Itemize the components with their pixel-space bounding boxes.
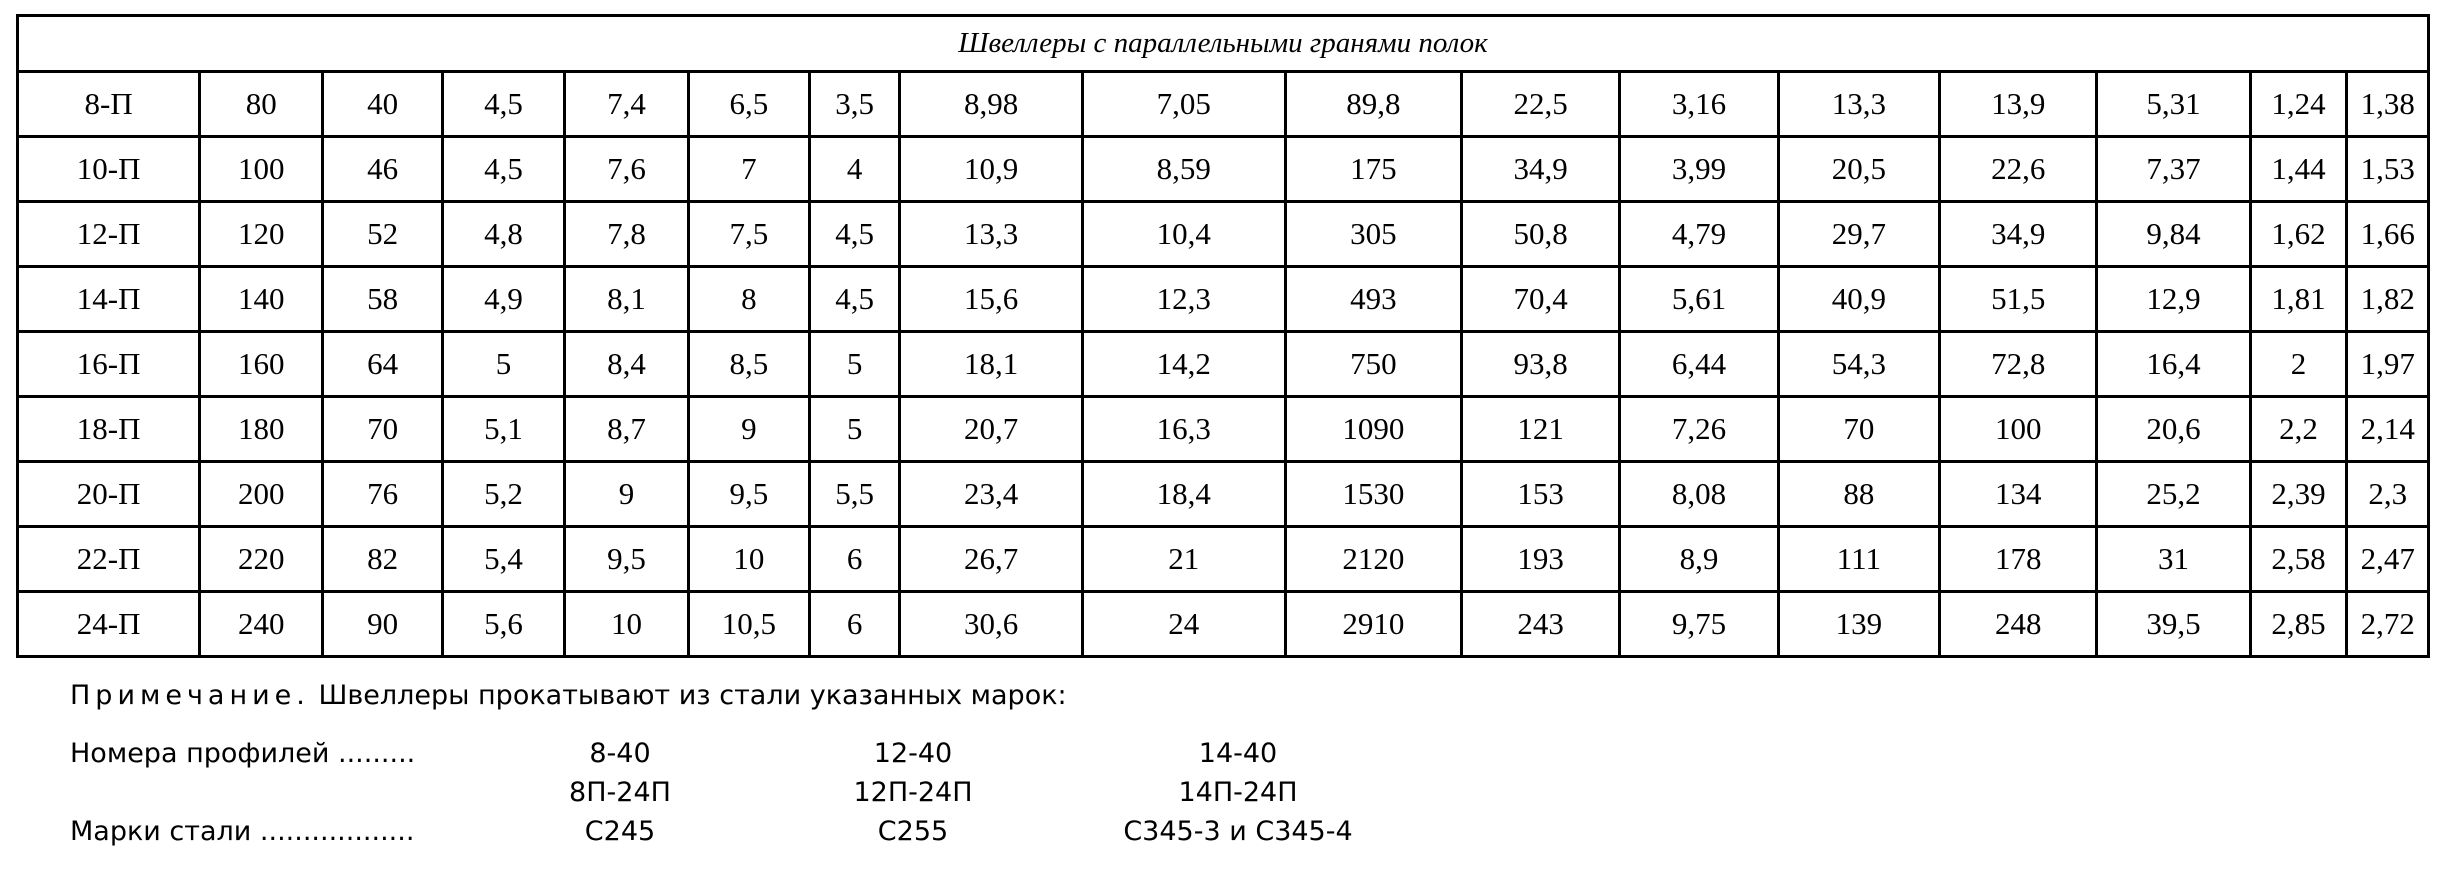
table-cell: 72,8 <box>1940 332 2097 397</box>
table-cell: 175 <box>1285 137 1461 202</box>
table-cell: 26,7 <box>900 527 1082 592</box>
table-cell: 6,44 <box>1620 332 1778 397</box>
note-text: Швеллеры прокатывают из стали указанных марок: <box>318 680 1067 711</box>
table-cell: 5,61 <box>1620 267 1778 332</box>
table-cell: 93,8 <box>1461 332 1619 397</box>
table-cell: 31 <box>2097 527 2250 592</box>
table-row <box>18 397 2429 462</box>
table-cell: 70 <box>1778 397 1939 462</box>
profile-number-cell: 10-П <box>18 137 200 202</box>
table-cell: 12,9 <box>2097 267 2250 332</box>
grades-label: Марки стали .................. <box>70 816 415 847</box>
table-cell: 5 <box>443 332 565 397</box>
profile-range: 8-40 <box>589 738 651 769</box>
table-cell: 34,9 <box>1940 202 2097 267</box>
table-row <box>18 592 2429 657</box>
table-cell: 4,5 <box>809 202 900 267</box>
table-cell: 121 <box>1461 397 1619 462</box>
table-cell: 1530 <box>1285 462 1461 527</box>
table-cell: 1,24 <box>2250 72 2347 137</box>
table-cell: 13,3 <box>1778 72 1939 137</box>
table-cell: 5,6 <box>443 592 565 657</box>
table-cell: 1,44 <box>2250 137 2347 202</box>
table-cell: 1,81 <box>2250 267 2347 332</box>
table-row <box>18 267 2429 332</box>
table-cell: 5,5 <box>809 462 900 527</box>
table-cell: 82 <box>323 527 443 592</box>
table-cell: 88 <box>1778 462 1939 527</box>
table-cell: 29,7 <box>1778 202 1939 267</box>
table-cell: 7,26 <box>1620 397 1778 462</box>
table-row <box>18 137 2429 202</box>
table-cell: 3,99 <box>1620 137 1778 202</box>
profile-number-cell: 8-П <box>18 72 200 137</box>
table-row <box>18 202 2429 267</box>
table-cell: 2,72 <box>2347 592 2429 657</box>
table-cell: 193 <box>1461 527 1619 592</box>
table-cell: 178 <box>1940 527 2097 592</box>
table-cell: 134 <box>1940 462 2097 527</box>
profiles-table-container <box>16 14 2430 658</box>
table-cell: 6 <box>809 527 900 592</box>
table-cell: 7,5 <box>688 202 809 267</box>
table-cell: 4,5 <box>809 267 900 332</box>
table-cell: 89,8 <box>1285 72 1461 137</box>
table-cell: 8,7 <box>564 397 688 462</box>
table-cell: 46 <box>323 137 443 202</box>
table-cell: 4,5 <box>443 137 565 202</box>
table-cell: 14,2 <box>1082 332 1285 397</box>
table-cell: 240 <box>200 592 323 657</box>
table-cell: 243 <box>1461 592 1619 657</box>
table-cell: 493 <box>1285 267 1461 332</box>
table-cell: 8,98 <box>900 72 1082 137</box>
table-cell: 8,5 <box>688 332 809 397</box>
table-cell: 1090 <box>1285 397 1461 462</box>
table-cell: 2910 <box>1285 592 1461 657</box>
table-cell: 4 <box>809 137 900 202</box>
table-cell: 58 <box>323 267 443 332</box>
table-cell: 180 <box>200 397 323 462</box>
table-cell: 2,47 <box>2347 527 2429 592</box>
table-title: Швеллеры с параллельными гранями полок <box>18 16 2429 72</box>
table-cell: 40,9 <box>1778 267 1939 332</box>
table-cell: 24 <box>1082 592 1285 657</box>
table-cell: 34,9 <box>1461 137 1619 202</box>
table-cell: 18,4 <box>1082 462 1285 527</box>
table-cell: 10,4 <box>1082 202 1285 267</box>
table-cell: 8 <box>688 267 809 332</box>
table-cell: 8,08 <box>1620 462 1778 527</box>
table-cell: 21 <box>1082 527 1285 592</box>
table-cell: 18,1 <box>900 332 1082 397</box>
table-cell: 10,5 <box>688 592 809 657</box>
profile-number-cell: 14-П <box>18 267 200 332</box>
table-cell: 50,8 <box>1461 202 1619 267</box>
table-cell: 16,4 <box>2097 332 2250 397</box>
table-cell: 23,4 <box>900 462 1082 527</box>
table-cell: 9,84 <box>2097 202 2250 267</box>
table-cell: 52 <box>323 202 443 267</box>
table-cell: 7,37 <box>2097 137 2250 202</box>
table-cell: 2,85 <box>2250 592 2347 657</box>
table-cell: 4,8 <box>443 202 565 267</box>
table-cell: 64 <box>323 332 443 397</box>
profile-range: 12-40 <box>873 738 953 769</box>
table-cell: 20,5 <box>1778 137 1939 202</box>
table-cell: 10,9 <box>900 137 1082 202</box>
table-cell: 8,4 <box>564 332 688 397</box>
table-cell: 9,5 <box>564 527 688 592</box>
profile-number-cell: 12-П <box>18 202 200 267</box>
table-cell: 3,16 <box>1620 72 1778 137</box>
profile-number-cell: 20-П <box>18 462 200 527</box>
table-cell: 30,6 <box>900 592 1082 657</box>
table-cell: 4,5 <box>443 72 565 137</box>
table-cell: 7,05 <box>1082 72 1285 137</box>
table-cell: 9 <box>564 462 688 527</box>
table-cell: 20,6 <box>2097 397 2250 462</box>
table-cell: 6,5 <box>688 72 809 137</box>
profile-number-cell: 18-П <box>18 397 200 462</box>
table-cell: 2,58 <box>2250 527 2347 592</box>
table-cell: 1,62 <box>2250 202 2347 267</box>
table-cell: 2,2 <box>2250 397 2347 462</box>
table-cell: 153 <box>1461 462 1619 527</box>
profile-number-cell: 24-П <box>18 592 200 657</box>
table-cell: 750 <box>1285 332 1461 397</box>
table-cell: 25,2 <box>2097 462 2250 527</box>
table-cell: 13,9 <box>1940 72 2097 137</box>
table-cell: 5,2 <box>443 462 565 527</box>
table-cell: 9,75 <box>1620 592 1778 657</box>
table-cell: 5,31 <box>2097 72 2250 137</box>
table-cell: 16,3 <box>1082 397 1285 462</box>
table-cell: 80 <box>200 72 323 137</box>
table-cell: 12,3 <box>1082 267 1285 332</box>
table-cell: 13,3 <box>900 202 1082 267</box>
table-cell: 100 <box>200 137 323 202</box>
profile-range: 14-40 <box>1198 738 1278 769</box>
table-cell: 5,1 <box>443 397 565 462</box>
table-cell: 10 <box>564 592 688 657</box>
profile-number-cell: 22-П <box>18 527 200 592</box>
table-cell: 100 <box>1940 397 2097 462</box>
table-row <box>18 72 2429 137</box>
steel-grade: С255 <box>877 816 949 847</box>
table-cell: 70 <box>323 397 443 462</box>
table-cell: 76 <box>323 462 443 527</box>
table-cell: 5,4 <box>443 527 565 592</box>
table-cell: 8,59 <box>1082 137 1285 202</box>
table-cell: 200 <box>200 462 323 527</box>
table-cell: 4,79 <box>1620 202 1778 267</box>
table-cell: 90 <box>323 592 443 657</box>
steel-grade: С245 <box>584 816 656 847</box>
table-cell: 7,8 <box>564 202 688 267</box>
table-title-row <box>18 16 2429 72</box>
table-cell: 70,4 <box>1461 267 1619 332</box>
table-cell: 1,38 <box>2347 72 2429 137</box>
table-cell: 1,66 <box>2347 202 2429 267</box>
table-cell: 1,82 <box>2347 267 2429 332</box>
table-cell: 220 <box>200 527 323 592</box>
profile-range-parallel: 14П-24П <box>1178 777 1298 808</box>
table-cell: 7,4 <box>564 72 688 137</box>
channel-profiles-table <box>16 14 2430 658</box>
table-cell: 15,6 <box>900 267 1082 332</box>
steel-grade: С345-3 и С345-4 <box>1123 816 1353 847</box>
profiles-label: Номера профилей ......... <box>70 738 416 769</box>
table-cell: 9,5 <box>688 462 809 527</box>
table-row <box>18 527 2429 592</box>
table-cell: 160 <box>200 332 323 397</box>
table-cell: 20,7 <box>900 397 1082 462</box>
table-cell: 3,5 <box>809 72 900 137</box>
table-cell: 39,5 <box>2097 592 2250 657</box>
table-cell: 10 <box>688 527 809 592</box>
table-cell: 54,3 <box>1778 332 1939 397</box>
table-cell: 8,9 <box>1620 527 1778 592</box>
table-cell: 8,1 <box>564 267 688 332</box>
table-cell: 40 <box>323 72 443 137</box>
table-cell: 51,5 <box>1940 267 2097 332</box>
table-cell: 111 <box>1778 527 1939 592</box>
table-cell: 5 <box>809 397 900 462</box>
table-cell: 6 <box>809 592 900 657</box>
table-cell: 1,97 <box>2347 332 2429 397</box>
table-cell: 7 <box>688 137 809 202</box>
table-cell: 305 <box>1285 202 1461 267</box>
table-cell: 2,3 <box>2347 462 2429 527</box>
note-heading: Примечание. <box>70 680 310 711</box>
table-cell: 140 <box>200 267 323 332</box>
profile-number-cell: 16-П <box>18 332 200 397</box>
table-row <box>18 332 2429 397</box>
table-cell: 120 <box>200 202 323 267</box>
table-cell: 139 <box>1778 592 1939 657</box>
note <box>70 680 1067 711</box>
profile-range-parallel: 8П-24П <box>569 777 671 808</box>
table-cell: 2,14 <box>2347 397 2429 462</box>
table-cell: 9 <box>688 397 809 462</box>
table-cell: 1,53 <box>2347 137 2429 202</box>
table-cell: 7,6 <box>564 137 688 202</box>
table-cell: 248 <box>1940 592 2097 657</box>
table-cell: 22,5 <box>1461 72 1619 137</box>
table-cell: 2 <box>2250 332 2347 397</box>
table-cell: 2,39 <box>2250 462 2347 527</box>
table-cell: 4,9 <box>443 267 565 332</box>
table-row <box>18 462 2429 527</box>
table-cell: 22,6 <box>1940 137 2097 202</box>
profile-range-parallel: 12П-24П <box>853 777 973 808</box>
table-cell: 2120 <box>1285 527 1461 592</box>
table-cell: 5 <box>809 332 900 397</box>
